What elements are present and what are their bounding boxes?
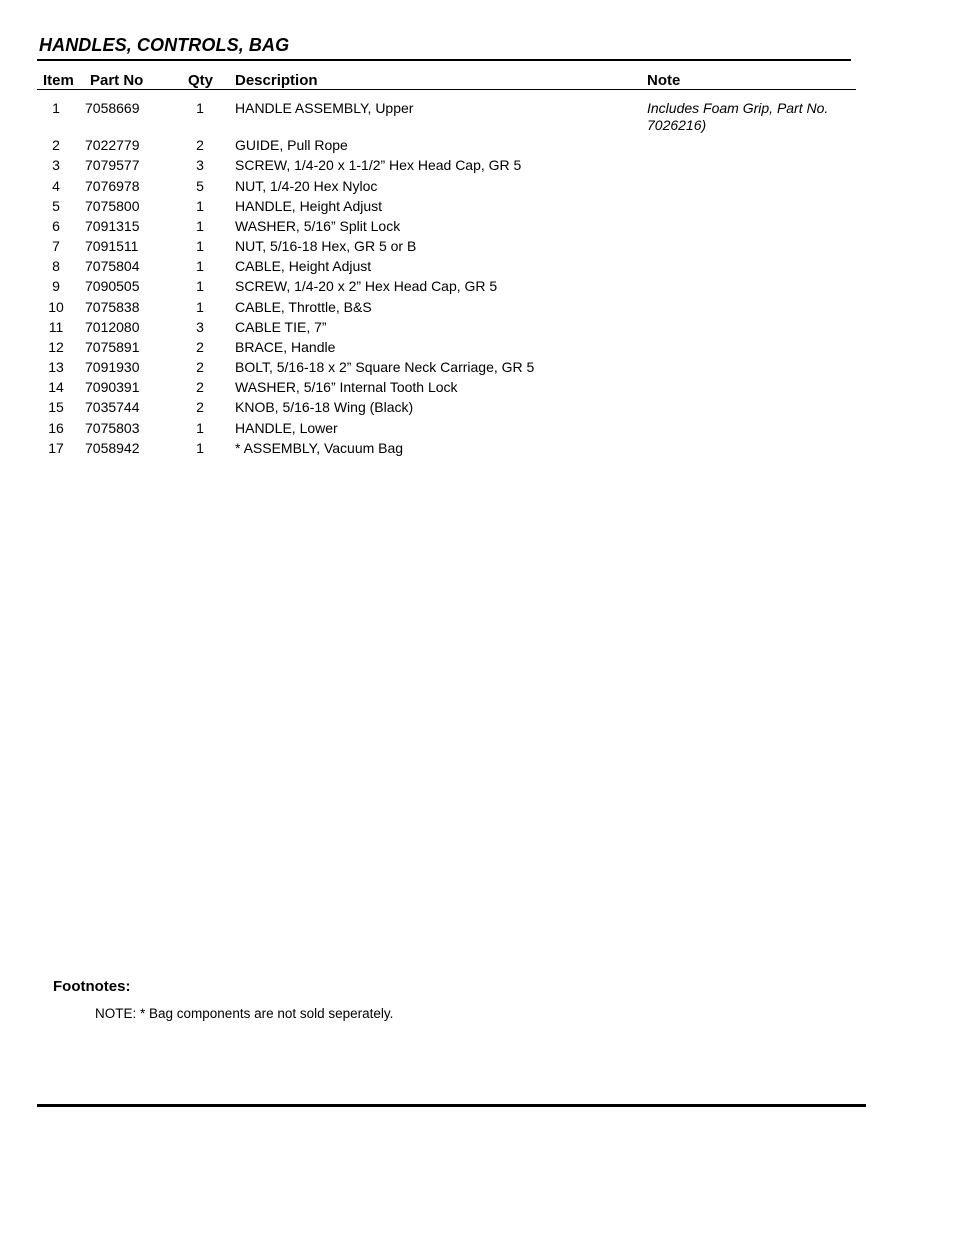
table-row — [0, 359, 954, 379]
quantity: 2 — [196, 339, 204, 355]
part-number: 7076978 — [85, 178, 140, 194]
part-number: 7058942 — [85, 440, 140, 456]
note: Includes Foam Grip, Part No. 7026216) — [647, 100, 829, 133]
item-number: 1 — [52, 100, 60, 116]
part-number: 7012080 — [85, 319, 140, 335]
description: KNOB, 5/16-18 Wing (Black) — [235, 399, 414, 415]
item-number: 15 — [48, 399, 64, 415]
table-row — [0, 157, 954, 177]
item-number: 17 — [48, 440, 64, 456]
description: HANDLE ASSEMBLY, Upper — [235, 100, 414, 116]
part-number: 7035744 — [85, 399, 140, 415]
quantity: 2 — [196, 137, 204, 153]
table-row — [0, 238, 954, 258]
bottom-divider — [37, 1104, 866, 1107]
part-number: 7075838 — [85, 299, 140, 315]
item-number: 8 — [52, 258, 60, 274]
description: CABLE, Height Adjust — [235, 258, 372, 274]
quantity: 1 — [196, 100, 204, 116]
description: GUIDE, Pull Rope — [235, 137, 348, 153]
column-header-item: Item — [43, 72, 74, 89]
column-header-description: Description — [235, 72, 318, 89]
description: NUT, 1/4-20 Hex Nyloc — [235, 178, 378, 194]
description: NUT, 5/16-18 Hex, GR 5 or B — [235, 238, 417, 254]
table-row — [0, 299, 954, 319]
item-number: 9 — [52, 278, 60, 294]
table-row — [0, 100, 954, 133]
table-row — [0, 218, 954, 238]
table-row — [0, 319, 954, 339]
column-header-part-no: Part No — [90, 72, 144, 89]
part-number: 7075891 — [85, 339, 140, 355]
item-number: 13 — [48, 359, 64, 375]
table-row — [0, 399, 954, 419]
quantity: 2 — [196, 399, 204, 415]
item-number: 16 — [48, 420, 64, 436]
description: WASHER, 5/16” Internal Tooth Lock — [235, 379, 458, 395]
table-row — [0, 420, 954, 440]
description: BOLT, 5/16-18 x 2” Square Neck Carriage, GR 5 — [235, 359, 535, 375]
item-number: 10 — [48, 299, 64, 315]
item-number: 3 — [52, 157, 60, 173]
table-row — [0, 278, 954, 298]
item-number: 2 — [52, 137, 60, 153]
table-row — [0, 137, 954, 157]
table-row — [0, 258, 954, 278]
description: WASHER, 5/16” Split Lock — [235, 218, 401, 234]
quantity: 2 — [196, 379, 204, 395]
description: HANDLE, Height Adjust — [235, 198, 383, 214]
part-number: 7091511 — [85, 238, 139, 254]
description: BRACE, Handle — [235, 339, 336, 355]
part-number: 7022779 — [85, 137, 140, 153]
description: SCREW, 1/4-20 x 1-1/2” Hex Head Cap, GR 5 — [235, 157, 522, 173]
column-header-qty: Qty — [188, 72, 214, 89]
item-number: 14 — [48, 379, 64, 395]
part-number: 7075803 — [85, 420, 140, 436]
quantity: 1 — [196, 238, 204, 254]
quantity: 1 — [196, 218, 204, 234]
part-number: 7075800 — [85, 198, 140, 214]
quantity: 1 — [196, 258, 204, 274]
item-number: 5 — [52, 198, 60, 214]
item-number: 6 — [52, 218, 60, 234]
quantity: 1 — [196, 420, 204, 436]
quantity: 3 — [196, 319, 204, 335]
table-row — [0, 379, 954, 399]
quantity: 3 — [196, 157, 204, 173]
part-number: 7058669 — [85, 100, 140, 116]
description: CABLE, Throttle, B&S — [235, 299, 372, 315]
parts-list — [0, 0, 954, 470]
quantity: 5 — [196, 178, 204, 194]
quantity: 1 — [196, 198, 204, 214]
column-header-note: Note — [647, 72, 681, 89]
part-number: 7091930 — [85, 359, 140, 375]
table-row — [0, 440, 954, 460]
part-number: 7090391 — [85, 379, 140, 395]
table-row — [0, 198, 954, 218]
description: * ASSEMBLY, Vacuum Bag — [235, 440, 404, 456]
item-number: 4 — [52, 178, 60, 194]
part-number: 7091315 — [85, 218, 140, 234]
part-number: 7090505 — [85, 278, 140, 294]
description: CABLE TIE, 7” — [235, 319, 327, 335]
item-number: 11 — [48, 319, 64, 335]
section-title: HANDLES, CONTROLS, BAG — [39, 35, 290, 55]
description: SCREW, 1/4-20 x 2” Hex Head Cap, GR 5 — [235, 278, 498, 294]
part-number: 7079577 — [85, 157, 140, 173]
footnote-text: NOTE: * Bag components are not sold seperately. — [95, 1006, 394, 1021]
quantity: 1 — [196, 299, 204, 315]
item-number: 7 — [52, 238, 60, 254]
table-row — [0, 178, 954, 198]
quantity: 1 — [196, 440, 204, 456]
footnotes-label: Footnotes: — [53, 978, 131, 995]
table-row — [0, 339, 954, 359]
part-number: 7075804 — [85, 258, 140, 274]
quantity: 2 — [196, 359, 204, 375]
quantity: 1 — [196, 278, 204, 294]
item-number: 12 — [48, 339, 64, 355]
description: HANDLE, Lower — [235, 420, 338, 436]
